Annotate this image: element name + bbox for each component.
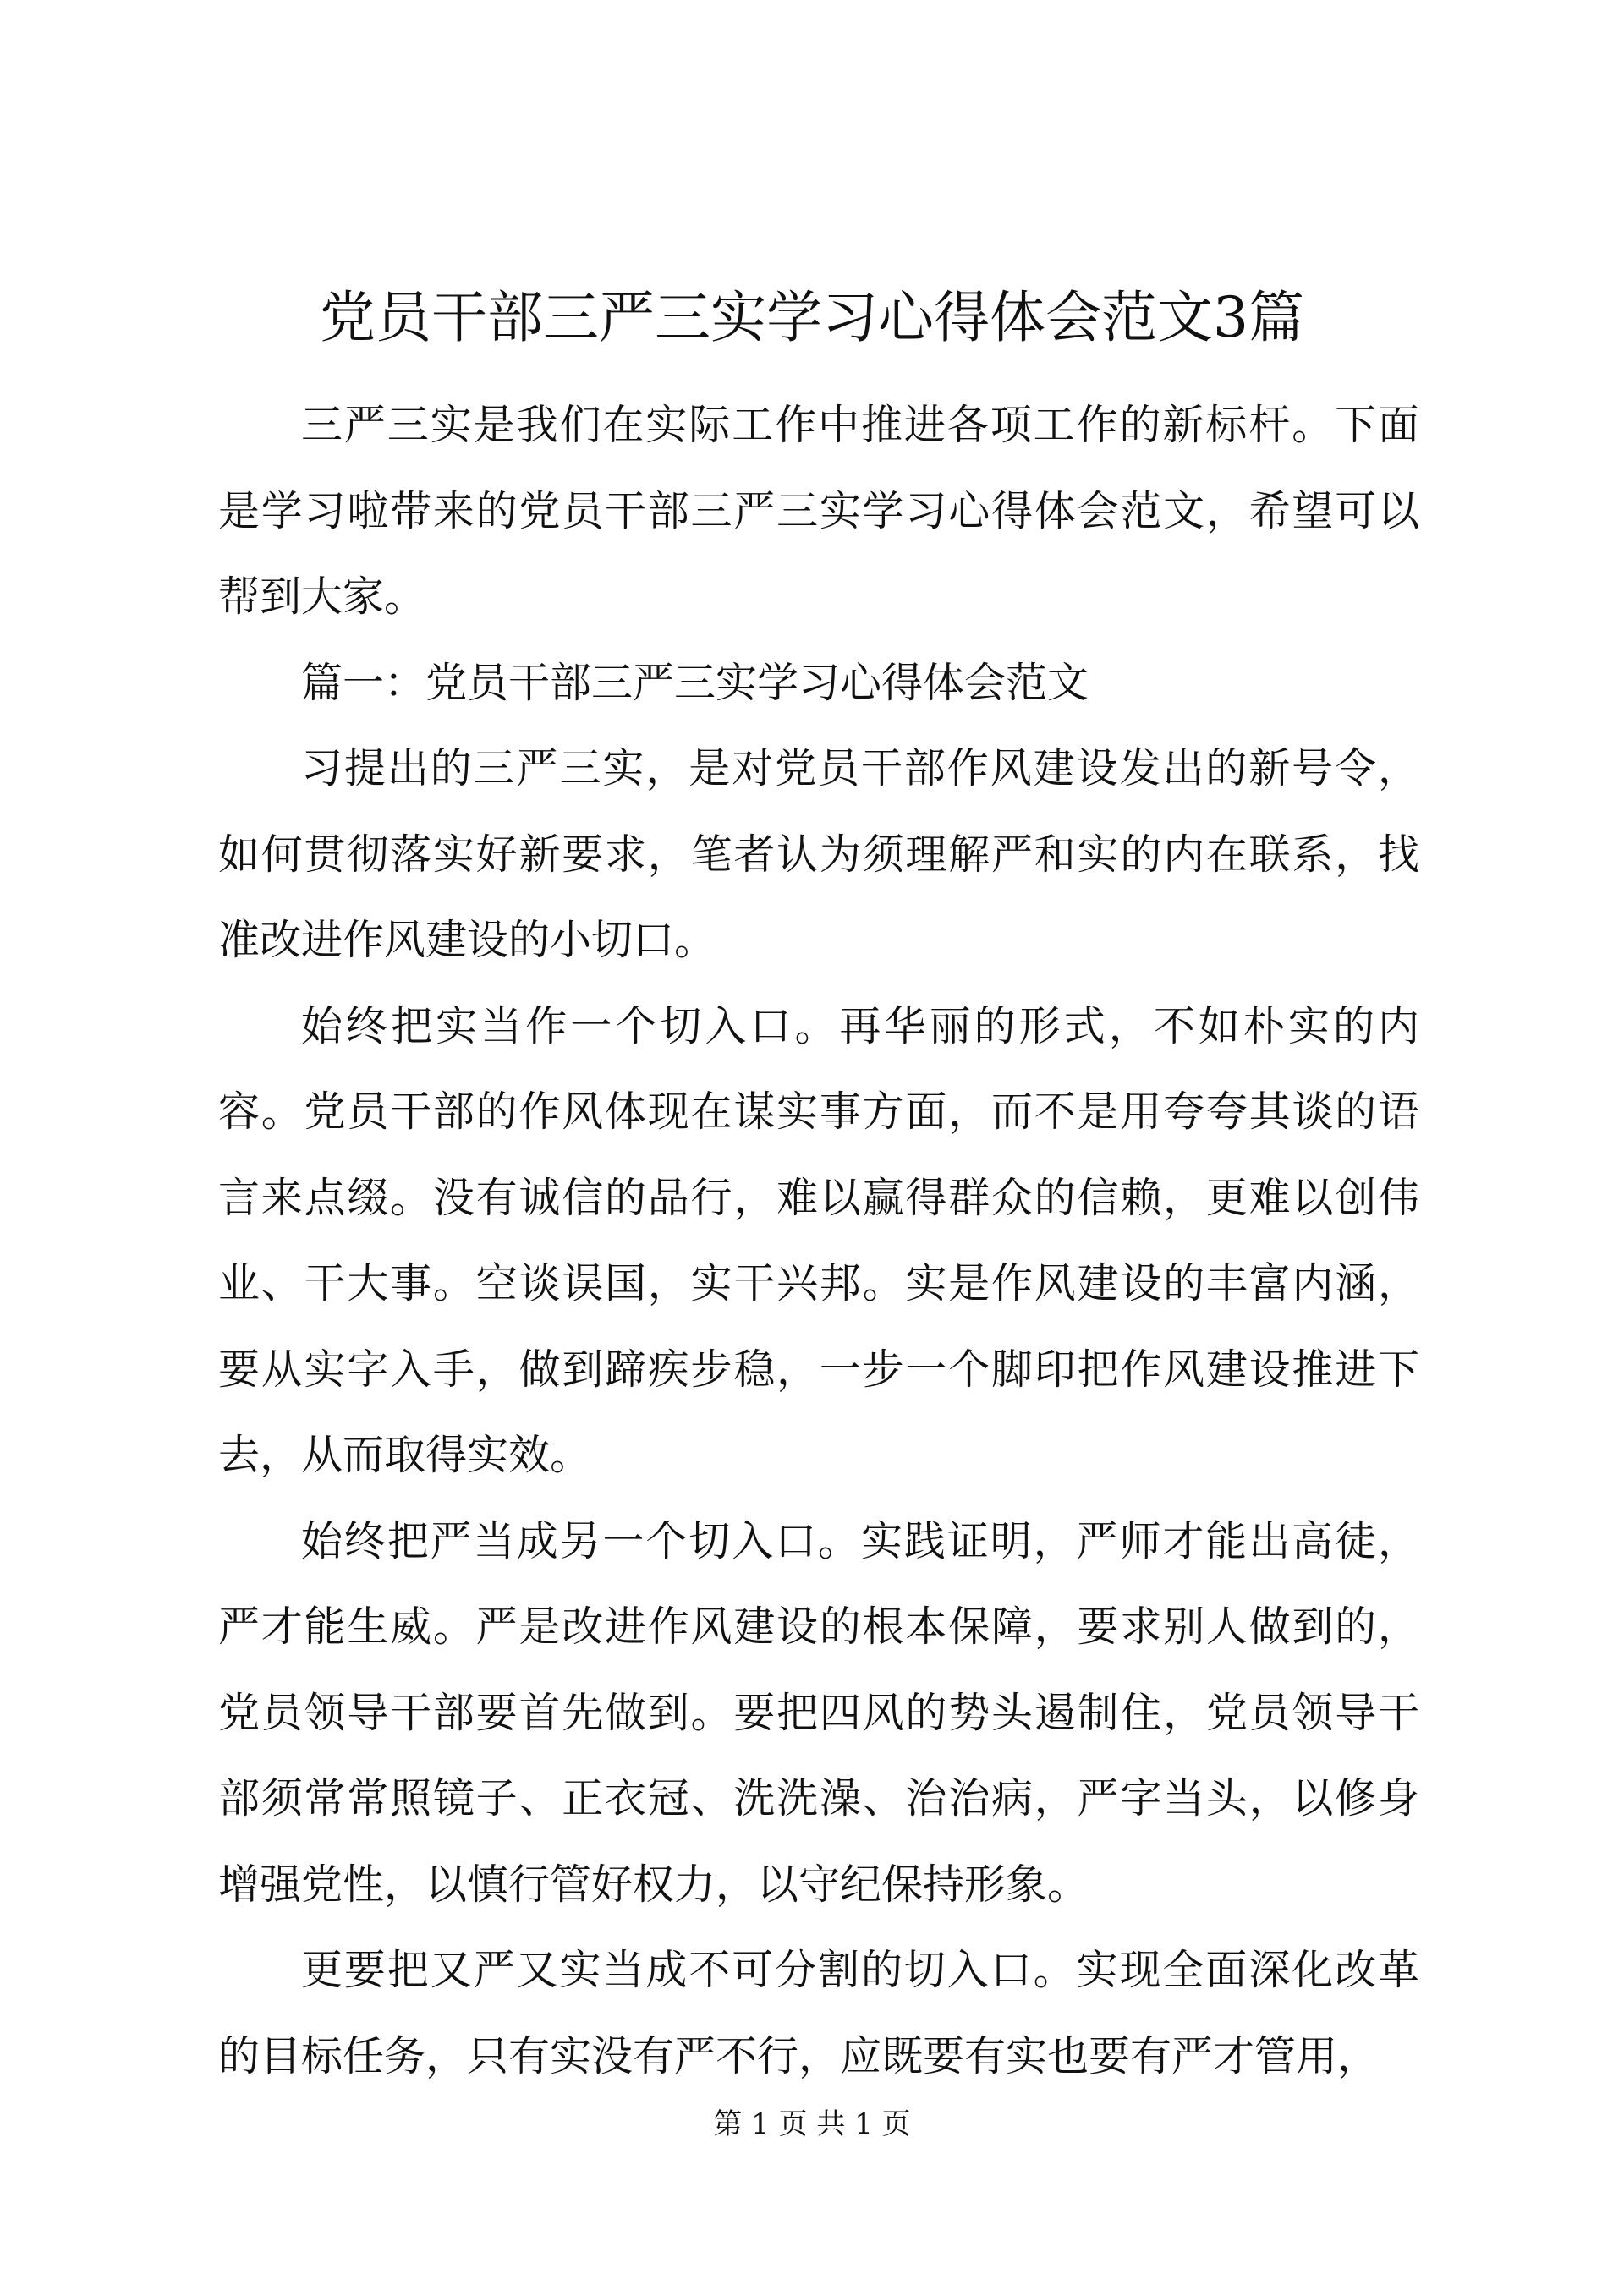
paragraph-2: 始终把实当作一个切入口。再华丽的形式，不如朴实的内容。党员干部的作风体现在谋实事方面，而不是用夸夸其谈的语言来点缀。没有诚信的品行，难以赢得群众的信赖，更难以创伟业、干大事。空谈误国，实干兴邦。实是作风建设的丰富内涵，要从实字入手，做到蹄疾步稳，一步一个脚印把作风建设推进下去，从而取得实效。 (218, 1001, 1419, 1479)
page-number: 第 1 页 共 1 页 (713, 2107, 911, 2141)
paragraph-3: 始终把严当成另一个切入口。实践证明，严师才能出高徒，严才能生威。严是改进作风建设的根本保障，要求别人做到的，党员领导干部要首先做到。要把四风的势头遏制住，党员领导干部须常常照镜子、正衣冠、洗洗澡、治治病，严字当头，以修身增强党性，以慎行管好权力，以守纪保持形象。 (218, 1516, 1419, 1909)
paragraph-1: 习提出的三严三实，是对党员干部作风建设发出的新号令，如何贯彻落实好新要求，笔者认为须理解严和实的内在联系，找准改进作风建设的小切口。 (218, 744, 1419, 964)
paragraph-4: 更要把又严又实当成不可分割的切入口。实现全面深化改革的目标任务，只有实没有严不行，应既要有实也要有严才管用， (218, 1946, 1419, 2080)
document-body (218, 382, 1419, 2099)
paragraph-intro: 三严三实是我们在实际工作中推进各项工作的新标杆。下面是学习啦带来的党员干部三严三实学习心得体会范文，希望可以帮到大家。 (218, 401, 1419, 621)
document-title: 党员干部三严三实学习心得体会范文3篇 (320, 285, 1304, 350)
paragraph-section-heading: 篇一：党员干部三严三实学习心得体会范文 (301, 658, 1089, 707)
